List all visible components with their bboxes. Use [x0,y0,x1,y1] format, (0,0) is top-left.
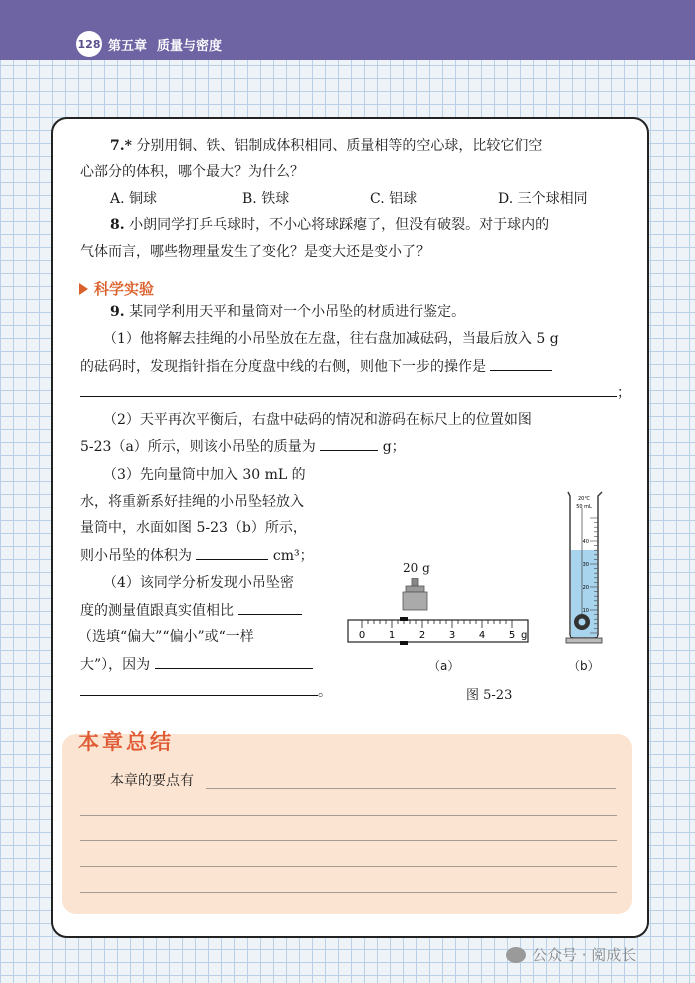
answer-blank[interactable] [155,654,313,669]
q9-part4-line4: 大”），因为 [80,654,313,675]
q7-line2: 心部分的体积，哪个最大？为什么？ [80,164,304,180]
answer-blank[interactable] [490,356,552,371]
q8-number: 8. [110,217,125,233]
cylinder-tick-label: 40 [582,539,589,545]
q9-part3-line3: 量筒中，水面如图 5-23（b）所示， [80,520,307,536]
q7-line1 [110,136,542,156]
q7-number: 7.* [110,138,132,154]
q9-part1-line1: （1）他将解去挂绳的小吊坠放在左盘，往右盘加减砝码，当最后放入 5 g [103,331,559,347]
cylinder-temp: 20℃ [578,496,590,502]
q8-line1 [110,215,549,235]
q9-part4-line3: （选填“偏大”“偏小”或“一样 [78,629,254,645]
chapter-heading [108,35,232,54]
summary-line[interactable] [206,788,616,789]
q9-part3-line4: 则小吊坠的体积为 cm³； [80,545,314,566]
q7-option-a: A. 铜球 [110,191,158,207]
summary-line[interactable] [80,840,617,841]
figure-caption: 图 5-23 [466,688,513,703]
play-triangle-icon [79,283,88,295]
q7-option-c: C. 铝球 [370,191,418,207]
ruler-tick-label: 3 [448,630,456,641]
cylinder-tick-label: 10 [582,608,589,614]
q9-intro: 9. 某同学利用天平和量筒对一个小吊坠的材质进行鉴定。 [110,304,466,320]
rider-marker [400,617,408,621]
q9-part3-line1: （3）先向量筒中加入 30 mL 的 [103,467,306,483]
chapter-number: 第五章 [108,39,148,54]
q9-part2-line2: 5-23（a）所示，则该小吊坠的质量为 g； [80,436,406,457]
weight-label: 20 g [403,561,430,575]
q9-part4-line1: （4）该同学分析发现小吊坠密 [103,575,294,591]
page-number: 128 [76,31,102,57]
ruler-tick-label: 1 [388,630,396,641]
weight-icon [403,578,427,610]
ruler-tick-label: 2 [418,630,426,641]
subcaption-a: （a） [428,659,460,673]
q9-part4-line2: 度的测量值跟真实值相比 [80,600,302,621]
summary-line[interactable] [80,815,617,816]
summary-prompt: 本章的要点有 [110,773,194,789]
answer-blank[interactable] [320,436,378,451]
summary-title: 本章总结 [78,730,174,754]
ruler-tick-label: 4 [478,630,486,641]
summary-box [62,734,632,914]
q9-part2-line1: （2）天平再次平衡后，右盘中砝码的情况和游码在标尺上的位置如图 [103,412,532,428]
ruler-tick-label: 5 [508,630,516,641]
q7-option-d: D. 三个球相同 [498,191,588,207]
q9-part3-line2: 水，将重新系好挂绳的小吊坠轻放入 [80,494,304,510]
q9-part1-line2: 的砝码时，发现指针指在分度盘中线的右侧，则他下一步的操作是 [80,356,552,377]
rider-ruler [348,620,528,642]
subcaption-b: （b） [568,659,600,673]
q9-part1-line3: ； [80,382,631,403]
q9-number: 9. [110,304,125,320]
balance-scale-figure [340,578,540,653]
answer-blank[interactable] [238,600,302,615]
q7-option-b: B. 铁球 [242,191,290,207]
q7-text: 分别用铜、铁、铝制成体积相同、质量相等的空心球，比较它们空 [136,138,543,154]
answer-blank[interactable] [80,382,617,397]
answer-blank[interactable] [196,545,268,560]
ruler-unit: g [521,630,528,641]
answer-blank[interactable] [80,681,318,696]
graduated-cylinder-figure [548,488,618,648]
cylinder-tick-label: 30 [582,562,589,568]
section-title: 科学实验 [79,278,154,299]
wechat-icon [506,947,526,963]
page-header [0,0,695,60]
q8-line2: 气体而言，哪些物理量发生了变化？是变大还是变小了？ [80,244,430,260]
cylinder-unit: 50 mL [576,504,592,510]
q9-part4-line5: 。 [80,681,332,702]
cylinder-tick-label: 20 [582,585,589,591]
chapter-title: 质量与密度 [157,39,223,54]
ruler-tick-label: 0 [358,630,366,641]
watermark: 公众号 · 阅成长 [506,944,636,965]
summary-line[interactable] [80,892,617,893]
summary-line[interactable] [80,866,617,867]
q8-text: 小朗同学打乒乓球时，不小心将球踩瘪了，但没有破裂。对于球内的 [129,217,550,233]
